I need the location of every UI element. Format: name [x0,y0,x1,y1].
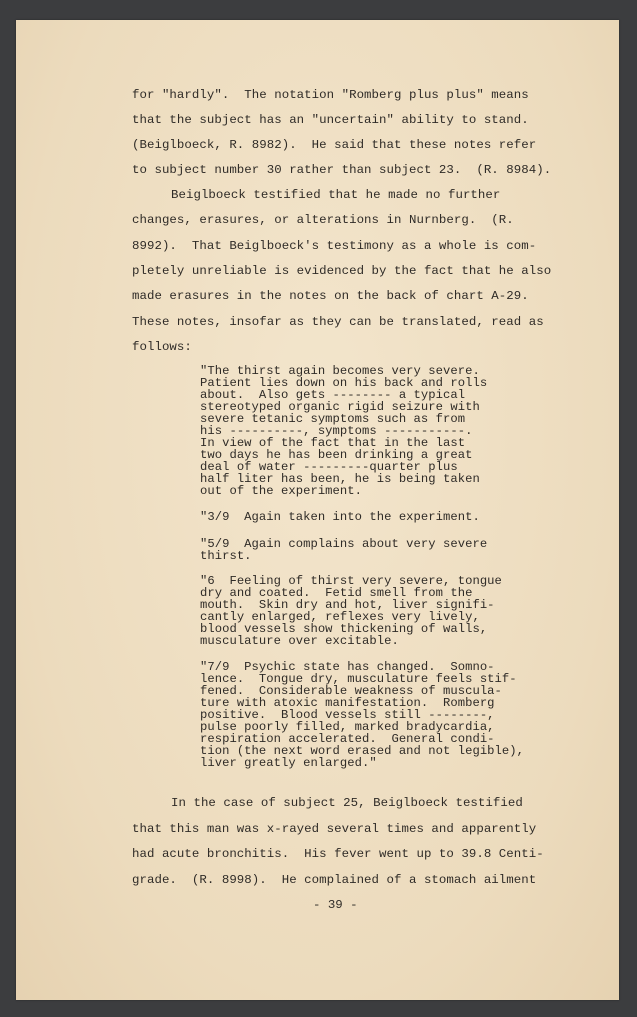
quote-line: deal of water ---------quarter plus [200,460,458,474]
text-line: grade. (R. 8998). He complained of a stomach ailment [132,873,537,887]
quote-line: ture with atoxic manifestation. Romberg [200,696,495,710]
quote-line: "3/9 Again taken into the experiment. [200,510,480,524]
quote-line: positive. Blood vessels still --------, [200,708,495,722]
text-line: follows: [132,340,192,354]
text-line: 8992). That Beiglboeck's testimony as a whole is com- [132,239,537,253]
quote-line: liver greatly enlarged." [200,756,377,770]
quote-line: half liter has been, he is being taken [200,472,480,486]
text-line: In the case of subject 25, Beiglboeck testified [171,796,523,810]
quote-line: pulse poorly filled, marked bradycardia, [200,720,495,734]
quote-line: "7/9 Psychic state has changed. Somno- [200,660,495,674]
text-line: that the subject has an "uncertain" ability to stand. [132,113,529,127]
text-line: These notes, insofar as they can be translated, read as [132,315,544,329]
text-line: to subject number 30 rather than subject 23. (R. 8984). [132,163,552,177]
text-line: changes, erasures, or alterations in Nurnberg. (R. [132,213,514,227]
text-line: Beiglboeck testified that he made no further [171,188,501,202]
quote-line: blood vessels show thickening of walls, [200,622,488,636]
quote-line: two days he has been drinking a great [200,448,473,462]
quote-line: "The thirst again becomes very severe. [200,364,480,378]
quote-line: Patient lies down on his back and rolls [200,376,488,390]
quote-line: respiration accelerated. General condi- [200,732,495,746]
quote-line: lence. Tongue dry, musculature feels stif- [200,672,517,686]
page-number: - 39 - [313,898,358,912]
quote-line: stereotyped organic rigid seizure with [200,400,480,414]
quote-line: thirst. [200,549,252,563]
text-line: pletely unreliable is evidenced by the fact that he also [132,264,552,278]
text-line: had acute bronchitis. His fever went up to 39.8 Centi- [132,847,544,861]
quote-line: mouth. Skin dry and hot, liver signifi- [200,598,495,612]
quote-line: "6 Feeling of thirst very severe, tongue [200,574,502,588]
quote-line: his ----------, symptoms -----------. [200,424,473,438]
quote-line: dry and coated. Fetid smell from the [200,586,473,600]
quote-line: cantly enlarged, reflexes very lively, [200,610,480,624]
quote-line: musculature over excitable. [200,634,399,648]
quote-line: out of the experiment. [200,484,363,498]
text-line: (Beiglboeck, R. 8982). He said that these notes refer [132,138,537,152]
quote-line: tion (the next word erased and not legible), [200,744,525,758]
text-line: for "hardly". The notation "Romberg plus plus" means [132,88,529,102]
text-line: that this man was x-rayed several times and apparently [132,822,537,836]
text-line: made erasures in the notes on the back of chart A-29. [132,289,529,303]
quote-line: severe tetanic symptoms such as from [200,412,466,426]
quote-line: In view of the fact that in the last [200,436,466,450]
quote-line: "5/9 Again complains about very severe [200,537,488,551]
quote-line: fened. Considerable weakness of muscula- [200,684,502,698]
quote-line: about. Also gets -------- a typical [200,388,466,402]
